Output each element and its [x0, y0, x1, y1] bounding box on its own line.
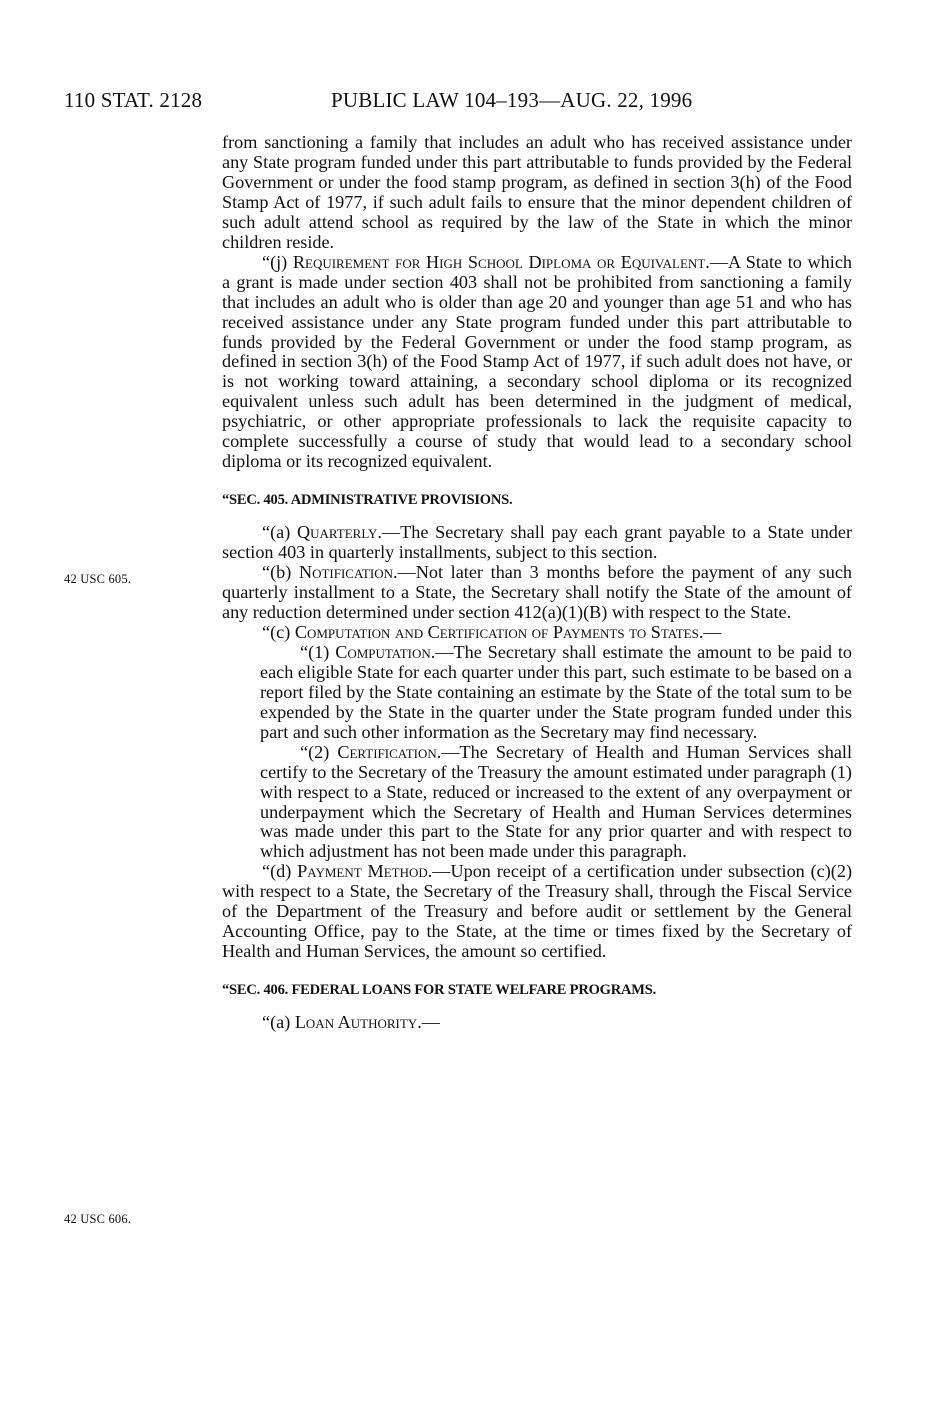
spacer	[222, 472, 852, 491]
paragraph-405-c-2	[260, 743, 852, 863]
subsection-j-label: “(j)	[262, 251, 293, 272]
subsection-405-a	[222, 523, 852, 563]
paragraph-heading: Certification.	[337, 741, 442, 762]
subsection-heading: Quarterly.	[296, 522, 382, 543]
subsection-label: “(a)	[262, 522, 297, 543]
subsection-j-heading: Requirement for High School Diploma or Equivalent.	[292, 251, 710, 272]
section-406-heading: “SEC. 406. FEDERAL LOANS FOR STATE WELFARE PROGRAMS.	[222, 982, 657, 999]
subsection-j-text: —A State to which a grant is made under section 403 shall not be prohibited from sanctioning a family that includes an adult who is older than age 20 and younger than age 51 and who has received assistance under any State program funded under this part attributable to funds provided by the Federal Government or under the food stamp program, as defined in section 3(h) of the Food Stamp Act of 1977, if such adult does not have, or is not working toward attaining, a secondary school diploma or its recognized equivalent unless such adult has been determined in the judgment of medical, psychiatric, or other appropriate professionals to lack the requisite capacity to complete successfully a course of study that would lead to a secondary school diploma or its recognized equivalent.	[222, 251, 852, 472]
subsection-text: —Not later than 3 months before the payment of any such quarterly installment to a State, the Secretary shall notify the State of the amount of any reduction determined under section 412(a)(1)(B) with respect to the State.	[222, 562, 852, 622]
subsection-405-d	[222, 862, 852, 962]
subsection-405-b	[222, 563, 852, 623]
statute-page-number: 110 STAT. 2128	[64, 88, 203, 112]
spacer	[222, 962, 852, 981]
subsection-text: —The Secretary shall pay each grant payable to a State under section 403 in quarterly installments, subject to this section.	[222, 522, 853, 563]
paragraph-label: “(1)	[300, 641, 336, 662]
subsection-label: “(b)	[262, 562, 299, 583]
paragraph-text: —The Secretary of Health and Human Services shall certify to the Secretary of the Treasury the amount estimated under paragraph (1) with respect to a State, reduced or increased to the extent of any overpayment or underpayment which the Secretary of Health and Human Services determines was made under this part to the State for any prior quarter and with respect to which adjustment has not been made under this paragraph.	[260, 741, 853, 862]
subsection-dash: —	[703, 621, 722, 642]
subsection-405-c	[222, 623, 852, 643]
margin-citation-605: 42 USC 605.	[64, 572, 132, 586]
margin-citation-606: 42 USC 606.	[64, 1212, 132, 1226]
body-text	[222, 133, 852, 1033]
subsection-label: “(d)	[262, 861, 298, 882]
subsection-heading: Notification.	[298, 562, 398, 583]
subsection-label: “(a)	[262, 1012, 295, 1033]
subsection-heading: Loan Authority.	[294, 1012, 422, 1033]
paragraph-405-c-1	[260, 643, 852, 743]
subsection-heading: Payment Method.	[297, 861, 433, 882]
subsection-j	[222, 253, 852, 472]
subsection-text: —Upon receipt of a certification under subsection (c)(2) with respect to a State, the Secretary of the Treasury shall, through the Fiscal Service of the Department of the Treasury and before audit or settlement by the General Accounting Office, pay to the State, at the time or times fixed by the Secretary of Health and Human Services, the amount so certified.	[222, 861, 853, 962]
page-header	[64, 88, 904, 118]
section-405-heading: “SEC. 405. ADMINISTRATIVE PROVISIONS.	[222, 492, 513, 509]
public-law-title: PUBLIC LAW 104–193—AUG. 22, 1996	[331, 88, 693, 112]
subsection-406-a	[222, 1013, 852, 1033]
paragraph-text: —The Secretary shall estimate the amount to be paid to each eligible State for each quarter under this part, such estimate to be based on a report filed by the State containing an estimate by the State of the total sum to be expended by the State in the quarter under the State program funded under this part and such other information as the Secretary may find necessary.	[260, 641, 852, 742]
subsection-dash: —	[421, 1012, 440, 1033]
paragraph-label: “(2)	[300, 741, 338, 762]
subsection-label: “(c)	[262, 621, 295, 642]
subsection-heading: Computation and Certification of Payments to States.	[294, 621, 704, 642]
paragraph-heading: Computation.	[335, 641, 436, 662]
continuation-paragraph: from sanctioning a family that includes an adult who has received assistance under any State program funded under this part attributable to funds provided by the Federal Government or under the food stamp program, as defined in section 3(h) of the Food Stamp Act of 1977, if such adult fails to ensure that the minor dependent children of such adult attend school as required by the law of the State in which the minor children reside.	[222, 132, 852, 252]
